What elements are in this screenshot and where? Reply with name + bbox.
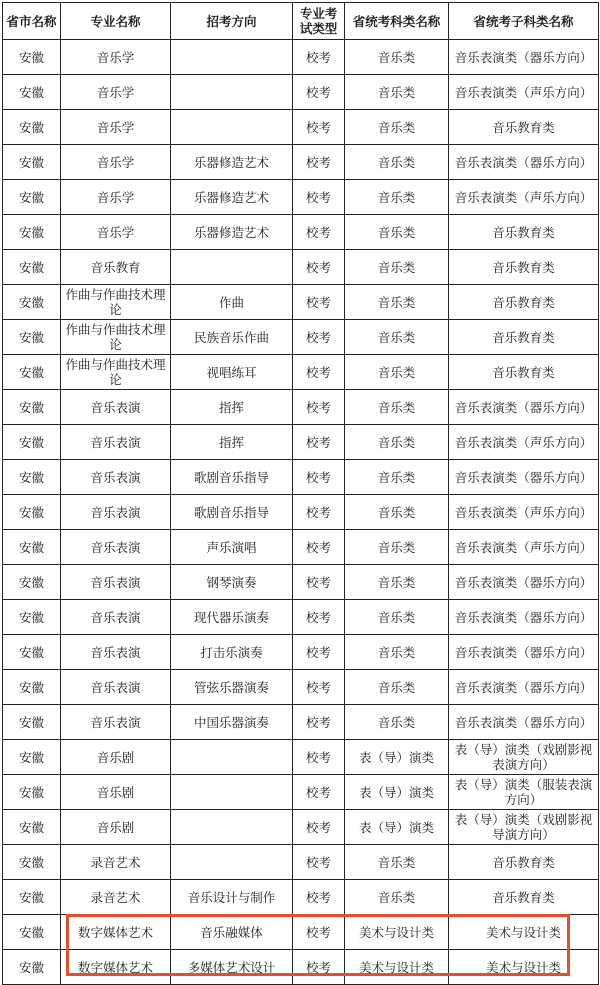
- cell-category: 音乐类: [345, 355, 449, 390]
- cell-category: 音乐类: [345, 75, 449, 110]
- cell-major: 音乐表演: [61, 390, 171, 425]
- header-exam-type: 专业考试类型: [293, 3, 345, 40]
- cell-exam-type: 校考: [293, 285, 345, 320]
- cell-category: 音乐类: [345, 425, 449, 460]
- cell-exam-type: 校考: [293, 810, 345, 845]
- cell-subcategory: 音乐表演类（器乐方向）: [449, 600, 599, 635]
- cell-direction: 多媒体艺术设计: [171, 950, 293, 985]
- cell-exam-type: 校考: [293, 180, 345, 215]
- cell-exam-type: 校考: [293, 390, 345, 425]
- cell-major: 音乐学: [61, 40, 171, 75]
- table-row: [3, 670, 599, 705]
- cell-major: 音乐学: [61, 180, 171, 215]
- cell-exam-type: 校考: [293, 950, 345, 985]
- table-body: [3, 40, 599, 985]
- cell-subcategory: 音乐教育类: [449, 355, 599, 390]
- admissions-table: [2, 2, 599, 985]
- cell-direction: [171, 740, 293, 775]
- cell-exam-type: 校考: [293, 740, 345, 775]
- cell-category: 美术与设计类: [345, 915, 449, 950]
- cell-direction: [171, 75, 293, 110]
- cell-exam-type: 校考: [293, 110, 345, 145]
- cell-exam-type: 校考: [293, 145, 345, 180]
- table-row: [3, 355, 599, 390]
- cell-province: 安徽: [3, 845, 61, 880]
- cell-major: 音乐表演: [61, 600, 171, 635]
- cell-exam-type: 校考: [293, 600, 345, 635]
- cell-direction: [171, 40, 293, 75]
- cell-major: 音乐表演: [61, 425, 171, 460]
- cell-subcategory: 音乐教育类: [449, 110, 599, 145]
- cell-major: 音乐表演: [61, 635, 171, 670]
- cell-subcategory: 音乐表演类（声乐方向）: [449, 425, 599, 460]
- cell-province: 安徽: [3, 180, 61, 215]
- cell-province: 安徽: [3, 530, 61, 565]
- cell-major: 作曲与作曲技术理论: [61, 355, 171, 390]
- cell-subcategory: 音乐表演类（器乐方向）: [449, 705, 599, 740]
- cell-major: 录音艺术: [61, 880, 171, 915]
- header-category: 省统考科类名称: [345, 3, 449, 40]
- cell-category: 美术与设计类: [345, 950, 449, 985]
- cell-exam-type: 校考: [293, 635, 345, 670]
- cell-province: 安徽: [3, 880, 61, 915]
- cell-category: 音乐类: [345, 845, 449, 880]
- cell-subcategory: 音乐表演类（器乐方向）: [449, 145, 599, 180]
- cell-major: 音乐表演: [61, 495, 171, 530]
- cell-direction: [171, 110, 293, 145]
- table-row: [3, 880, 599, 915]
- header-row: [3, 3, 599, 40]
- cell-exam-type: 校考: [293, 565, 345, 600]
- cell-major: 音乐学: [61, 215, 171, 250]
- cell-major: 音乐表演: [61, 460, 171, 495]
- cell-major: 音乐学: [61, 145, 171, 180]
- cell-major: 数字媒体艺术: [61, 915, 171, 950]
- cell-category: 音乐类: [345, 285, 449, 320]
- cell-major: 音乐教育: [61, 250, 171, 285]
- cell-exam-type: 校考: [293, 250, 345, 285]
- cell-subcategory: 表（导）演类（戏剧影视导演方向）: [449, 810, 599, 845]
- cell-category: 音乐类: [345, 565, 449, 600]
- cell-exam-type: 校考: [293, 425, 345, 460]
- cell-category: 表（导）演类: [345, 810, 449, 845]
- cell-direction: 钢琴演奏: [171, 565, 293, 600]
- table-row: [3, 530, 599, 565]
- cell-exam-type: 校考: [293, 775, 345, 810]
- table-row: [3, 145, 599, 180]
- cell-direction: [171, 810, 293, 845]
- cell-exam-type: 校考: [293, 670, 345, 705]
- cell-major: 音乐剧: [61, 775, 171, 810]
- cell-category: 音乐类: [345, 495, 449, 530]
- cell-province: 安徽: [3, 950, 61, 985]
- cell-province: 安徽: [3, 705, 61, 740]
- cell-category: 音乐类: [345, 40, 449, 75]
- cell-major: 音乐表演: [61, 565, 171, 600]
- cell-province: 安徽: [3, 75, 61, 110]
- cell-province: 安徽: [3, 425, 61, 460]
- header-province: 省市名称: [3, 3, 61, 40]
- table-row: [3, 600, 599, 635]
- cell-province: 安徽: [3, 915, 61, 950]
- cell-direction: 中国乐器演奏: [171, 705, 293, 740]
- table-row: [3, 740, 599, 775]
- header-major: 专业名称: [61, 3, 171, 40]
- cell-province: 安徽: [3, 250, 61, 285]
- cell-category: 音乐类: [345, 250, 449, 285]
- cell-province: 安徽: [3, 600, 61, 635]
- cell-direction: 声乐演唱: [171, 530, 293, 565]
- cell-exam-type: 校考: [293, 530, 345, 565]
- cell-direction: 管弦乐器演奏: [171, 670, 293, 705]
- cell-category: 音乐类: [345, 460, 449, 495]
- table-row: [3, 75, 599, 110]
- cell-subcategory: 音乐教育类: [449, 285, 599, 320]
- cell-direction: 乐器修造艺术: [171, 180, 293, 215]
- cell-subcategory: 音乐表演类（器乐方向）: [449, 40, 599, 75]
- cell-exam-type: 校考: [293, 880, 345, 915]
- cell-direction: [171, 250, 293, 285]
- table-row: [3, 460, 599, 495]
- cell-direction: 乐器修造艺术: [171, 145, 293, 180]
- cell-subcategory: 音乐表演类（声乐方向）: [449, 75, 599, 110]
- table-row: [3, 635, 599, 670]
- cell-subcategory: 表（导）演类（服装表演方向）: [449, 775, 599, 810]
- cell-subcategory: 音乐表演类（器乐方向）: [449, 460, 599, 495]
- cell-province: 安徽: [3, 740, 61, 775]
- cell-major: 作曲与作曲技术理论: [61, 320, 171, 355]
- cell-category: 音乐类: [345, 530, 449, 565]
- cell-category: 音乐类: [345, 635, 449, 670]
- cell-category: 音乐类: [345, 180, 449, 215]
- table-row: [3, 950, 599, 985]
- cell-direction: 音乐设计与制作: [171, 880, 293, 915]
- table-row: [3, 285, 599, 320]
- cell-direction: [171, 845, 293, 880]
- cell-subcategory: 音乐表演类（声乐方向）: [449, 530, 599, 565]
- cell-province: 安徽: [3, 635, 61, 670]
- cell-direction: 作曲: [171, 285, 293, 320]
- cell-direction: [171, 775, 293, 810]
- cell-province: 安徽: [3, 110, 61, 145]
- cell-direction: 视唱练耳: [171, 355, 293, 390]
- cell-exam-type: 校考: [293, 40, 345, 75]
- cell-major: 音乐剧: [61, 740, 171, 775]
- cell-direction: 现代器乐演奏: [171, 600, 293, 635]
- cell-exam-type: 校考: [293, 495, 345, 530]
- cell-category: 表（导）演类: [345, 775, 449, 810]
- cell-exam-type: 校考: [293, 75, 345, 110]
- table-row: [3, 110, 599, 145]
- table-row: [3, 40, 599, 75]
- cell-major: 音乐表演: [61, 530, 171, 565]
- table-row: [3, 705, 599, 740]
- cell-province: 安徽: [3, 670, 61, 705]
- table-row: [3, 215, 599, 250]
- cell-direction: 指挥: [171, 425, 293, 460]
- cell-subcategory: 音乐教育类: [449, 320, 599, 355]
- cell-subcategory: 音乐表演类（器乐方向）: [449, 390, 599, 425]
- cell-province: 安徽: [3, 390, 61, 425]
- cell-major: 录音艺术: [61, 845, 171, 880]
- cell-direction: 歌剧音乐指导: [171, 460, 293, 495]
- cell-province: 安徽: [3, 320, 61, 355]
- table-row: [3, 810, 599, 845]
- cell-direction: 乐器修造艺术: [171, 215, 293, 250]
- table-row: [3, 845, 599, 880]
- cell-category: 音乐类: [345, 600, 449, 635]
- cell-exam-type: 校考: [293, 320, 345, 355]
- cell-direction: 打击乐演奏: [171, 635, 293, 670]
- cell-category: 音乐类: [345, 110, 449, 145]
- table-row: [3, 775, 599, 810]
- header-direction: 招考方向: [171, 3, 293, 40]
- cell-province: 安徽: [3, 460, 61, 495]
- cell-category: 音乐类: [345, 670, 449, 705]
- cell-province: 安徽: [3, 285, 61, 320]
- cell-subcategory: 美术与设计类: [449, 950, 599, 985]
- cell-subcategory: 表（导）演类（戏剧影视表演方向）: [449, 740, 599, 775]
- cell-subcategory: 音乐教育类: [449, 250, 599, 285]
- cell-province: 安徽: [3, 775, 61, 810]
- table-row: [3, 390, 599, 425]
- cell-exam-type: 校考: [293, 355, 345, 390]
- cell-province: 安徽: [3, 495, 61, 530]
- cell-major: 音乐学: [61, 110, 171, 145]
- table-row: [3, 180, 599, 215]
- cell-major: 作曲与作曲技术理论: [61, 285, 171, 320]
- table-row: [3, 250, 599, 285]
- cell-direction: 音乐融媒体: [171, 915, 293, 950]
- cell-subcategory: 音乐教育类: [449, 215, 599, 250]
- cell-subcategory: 音乐表演类（器乐方向）: [449, 565, 599, 600]
- table-row: [3, 320, 599, 355]
- cell-category: 音乐类: [345, 145, 449, 180]
- cell-major: 音乐表演: [61, 705, 171, 740]
- cell-major: 音乐剧: [61, 810, 171, 845]
- cell-province: 安徽: [3, 215, 61, 250]
- cell-category: 表（导）演类: [345, 740, 449, 775]
- cell-subcategory: 音乐表演类（器乐方向）: [449, 670, 599, 705]
- cell-category: 音乐类: [345, 215, 449, 250]
- cell-direction: 指挥: [171, 390, 293, 425]
- cell-major: 音乐学: [61, 75, 171, 110]
- cell-exam-type: 校考: [293, 915, 345, 950]
- table-row: [3, 425, 599, 460]
- cell-subcategory: 音乐表演类（声乐方向）: [449, 495, 599, 530]
- cell-exam-type: 校考: [293, 845, 345, 880]
- table-row: [3, 495, 599, 530]
- table-header: [3, 3, 599, 40]
- cell-province: 安徽: [3, 40, 61, 75]
- cell-subcategory: 音乐表演类（声乐方向）: [449, 180, 599, 215]
- cell-province: 安徽: [3, 565, 61, 600]
- cell-subcategory: 音乐教育类: [449, 845, 599, 880]
- cell-province: 安徽: [3, 145, 61, 180]
- cell-subcategory: 音乐表演类（器乐方向）: [449, 635, 599, 670]
- cell-category: 音乐类: [345, 320, 449, 355]
- cell-exam-type: 校考: [293, 460, 345, 495]
- cell-major: 数字媒体艺术: [61, 950, 171, 985]
- cell-direction: 民族音乐作曲: [171, 320, 293, 355]
- cell-category: 音乐类: [345, 705, 449, 740]
- table-row: [3, 565, 599, 600]
- cell-major: 音乐表演: [61, 670, 171, 705]
- cell-province: 安徽: [3, 355, 61, 390]
- cell-exam-type: 校考: [293, 705, 345, 740]
- cell-category: 音乐类: [345, 390, 449, 425]
- header-subcategory: 省统考子科类名称: [449, 3, 599, 40]
- cell-subcategory: 音乐教育类: [449, 880, 599, 915]
- table-row: [3, 915, 599, 950]
- cell-subcategory: 美术与设计类: [449, 915, 599, 950]
- cell-direction: 歌剧音乐指导: [171, 495, 293, 530]
- cell-category: 音乐类: [345, 880, 449, 915]
- cell-province: 安徽: [3, 810, 61, 845]
- cell-exam-type: 校考: [293, 215, 345, 250]
